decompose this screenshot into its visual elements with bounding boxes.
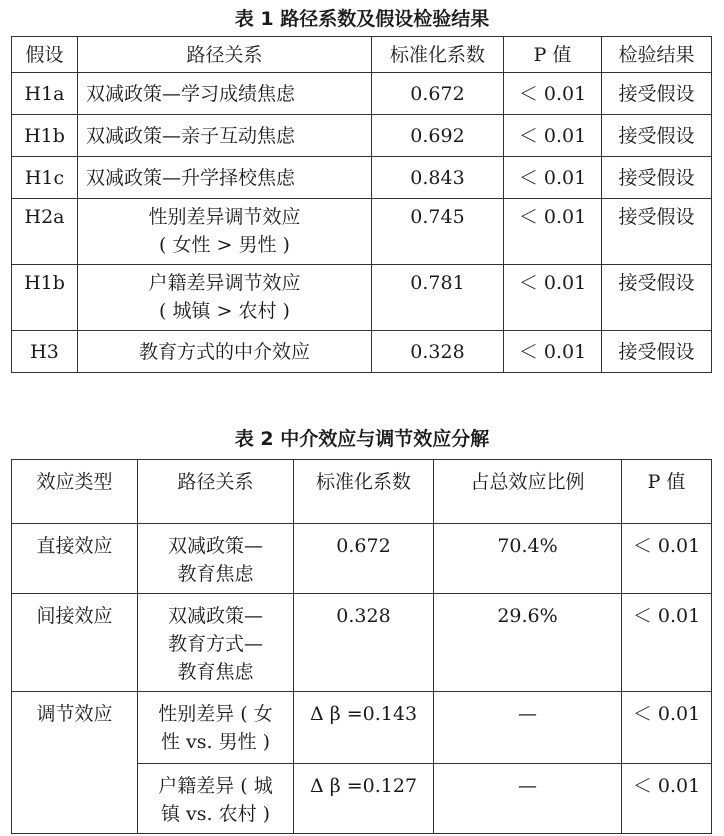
table-row — [12, 115, 712, 157]
path-cell — [138, 524, 294, 594]
path-cell — [78, 199, 372, 265]
coefficient-cell: Δ β =0.127 — [294, 764, 434, 834]
table-row — [12, 157, 712, 199]
p-value-cell: ＜ 0.01 — [622, 594, 712, 692]
path-cell — [138, 764, 294, 834]
share-cell: — — [434, 764, 622, 834]
header-cell: 标准化系数 — [372, 37, 504, 73]
p-value-cell: ＜ 0.01 — [622, 524, 712, 594]
header-cell: P 值 — [622, 460, 712, 524]
hypothesis-cell: H3 — [12, 331, 78, 373]
path-line: 性别差异调节效应 — [148, 206, 301, 228]
table-header-row — [12, 37, 712, 73]
path-line: 性别差异 ( 女 — [158, 703, 273, 725]
table-row — [12, 265, 712, 331]
table-header-row — [12, 460, 712, 524]
hypothesis-cell: H1c — [12, 157, 78, 199]
table-row — [12, 331, 712, 373]
path-cell: 双减政策—学习成绩焦虑 — [78, 73, 372, 115]
p-value-cell: ＜ 0.01 — [504, 331, 602, 373]
coefficient-cell: 0.672 — [294, 524, 434, 594]
table2-caption: 表 2 中介效应与调节效应分解 — [234, 428, 490, 450]
effect-decomposition-table — [11, 459, 712, 834]
result-cell: 接受假设 — [602, 331, 712, 373]
hypothesis-cell: H1b — [12, 115, 78, 157]
effect-type-cell: 调节效应 — [12, 692, 138, 834]
result-cell: 接受假设 — [602, 73, 712, 115]
result-cell: 接受假设 — [602, 265, 712, 331]
coefficient-cell: 0.745 — [372, 199, 504, 265]
path-line: 教育方式— — [167, 633, 263, 655]
header-cell: 标准化系数 — [294, 460, 434, 524]
p-value-cell: ＜ 0.01 — [504, 199, 602, 265]
path-line: 性 vs. 男性 ) — [160, 731, 271, 753]
share-cell: 29.6% — [434, 594, 622, 692]
p-value-cell: ＜ 0.01 — [504, 115, 602, 157]
share-cell: — — [434, 692, 622, 764]
coefficient-cell: 0.692 — [372, 115, 504, 157]
hypothesis-cell: H2a — [12, 199, 78, 265]
table-row — [12, 199, 712, 265]
p-value-cell: ＜ 0.01 — [504, 157, 602, 199]
path-cell: 双减政策—亲子互动焦虑 — [78, 115, 372, 157]
path-line: 户籍差异调节效应 — [148, 272, 301, 294]
result-cell: 接受假设 — [602, 157, 712, 199]
path-line: ( 城镇 > 农村 ) — [159, 300, 290, 322]
header-cell: 路径关系 — [138, 460, 294, 524]
result-cell: 接受假设 — [602, 199, 712, 265]
path-line: 镇 vs. 农村 ) — [160, 803, 271, 825]
path-line: 教育焦虑 — [177, 661, 254, 683]
table-row — [12, 594, 712, 692]
result-cell: 接受假设 — [602, 115, 712, 157]
coefficient-cell: 0.843 — [372, 157, 504, 199]
path-cell — [138, 594, 294, 692]
coefficient-cell: 0.328 — [372, 331, 504, 373]
p-value-cell: ＜ 0.01 — [504, 73, 602, 115]
path-coefficient-table — [11, 36, 712, 373]
coefficient-cell: Δ β =0.143 — [294, 692, 434, 764]
p-value-cell: ＜ 0.01 — [622, 692, 712, 764]
path-line: 户籍差异 ( 城 — [158, 775, 273, 797]
p-value-cell: ＜ 0.01 — [622, 764, 712, 834]
path-cell: 教育方式的中介效应 — [78, 331, 372, 373]
coefficient-cell: 0.328 — [294, 594, 434, 692]
path-cell — [78, 265, 372, 331]
path-cell — [138, 692, 294, 764]
table-row — [12, 524, 712, 594]
coefficient-cell: 0.781 — [372, 265, 504, 331]
p-value-cell: ＜ 0.01 — [504, 265, 602, 331]
header-cell: P 值 — [504, 37, 602, 73]
hypothesis-cell: H1a — [12, 73, 78, 115]
hypothesis-cell: H1b — [12, 265, 78, 331]
coefficient-cell: 0.672 — [372, 73, 504, 115]
path-line: 双减政策— — [167, 535, 263, 557]
header-cell: 路径关系 — [78, 37, 372, 73]
path-line: 双减政策— — [167, 605, 263, 627]
header-cell: 假设 — [12, 37, 78, 73]
table-row — [12, 73, 712, 115]
header-cell: 占总效应比例 — [434, 460, 622, 524]
effect-type-cell: 间接效应 — [12, 594, 138, 692]
table1-caption: 表 1 路径系数及假设检验结果 — [234, 8, 490, 30]
table-row — [12, 692, 712, 764]
header-cell: 检验结果 — [602, 37, 712, 73]
path-cell: 双减政策—升学择校焦虑 — [78, 157, 372, 199]
share-cell: 70.4% — [434, 524, 622, 594]
header-cell: 效应类型 — [12, 460, 138, 524]
path-line: ( 女性 > 男性 ) — [159, 234, 290, 256]
path-line: 教育焦虑 — [177, 563, 254, 585]
effect-type-cell: 直接效应 — [12, 524, 138, 594]
